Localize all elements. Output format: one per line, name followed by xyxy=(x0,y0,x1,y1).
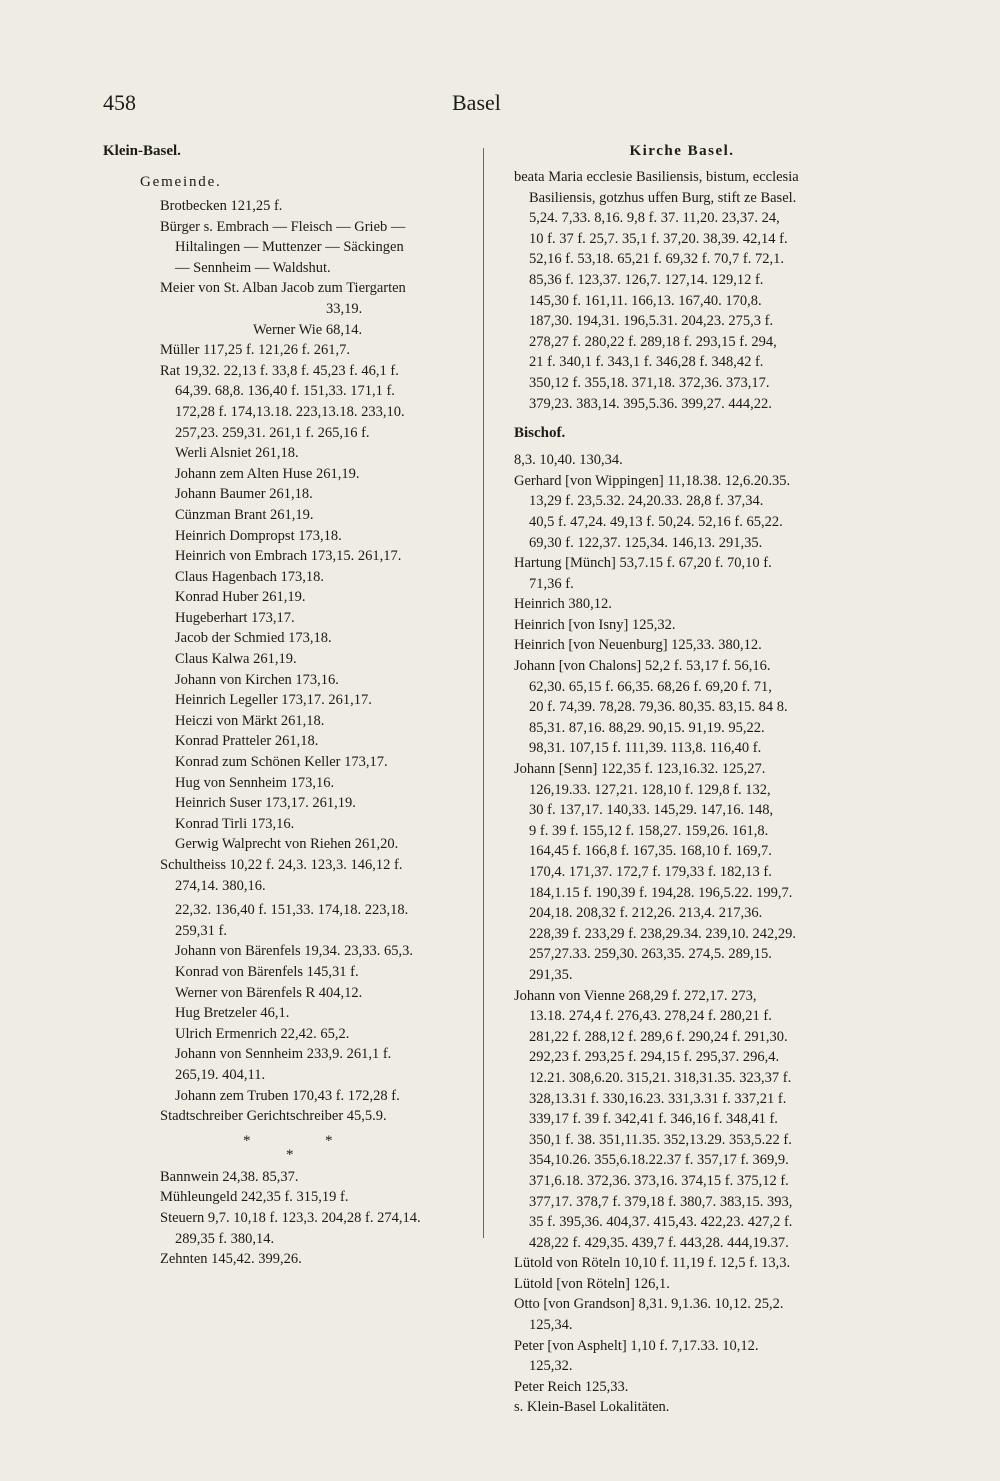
index-line: Heinrich 380,12. xyxy=(514,596,612,613)
index-line: 71,36 f. xyxy=(529,575,574,592)
index-line: Claus Hagenbach 173,18. xyxy=(175,568,324,585)
index-line: 278,27 f. 280,22 f. 289,18 f. 293,15 f. 294, xyxy=(529,333,777,350)
index-line: Lütold [von Röteln] 126,1. xyxy=(514,1275,670,1292)
index-line: 5,24. 7,33. 8,16. 9,8 f. 37. 11,20. 23,37. 24, xyxy=(529,210,780,227)
section-separator-asterisks xyxy=(103,1127,473,1167)
index-line: Jacob der Schmied 173,18. xyxy=(175,630,332,647)
asterisk: * xyxy=(286,1146,294,1163)
index-line: 10 f. 37 f. 25,7. 35,1 f. 37,20. 38,39. 42,14 f. xyxy=(529,230,788,247)
index-line: 85,31. 87,16. 88,29. 90,15. 91,19. 95,22. xyxy=(529,719,765,736)
index-line: Heinrich [von Neuenburg] 125,33. 380,12. xyxy=(514,637,762,654)
index-line: Otto [von Grandson] 8,31. 9,1.36. 10,12. 25,2. xyxy=(514,1296,784,1313)
schultheiss-entries xyxy=(103,900,473,1127)
left-column xyxy=(103,140,473,1270)
index-line: Johann von Bärenfels 19,34. 23,33. 65,3. xyxy=(175,943,414,960)
index-line: Hug von Sennheim 173,16. xyxy=(175,774,335,791)
index-line: Steuern 9,7. 10,18 f. 123,3. 204,28 f. 274,14. xyxy=(160,1209,421,1226)
index-line: Konrad zum Schönen Keller 173,17. xyxy=(175,754,388,771)
index-line: beata Maria ecclesie Basiliensis, bistum, ecclesia xyxy=(514,169,799,185)
index-line: 8,3. 10,40. 130,34. xyxy=(514,452,623,469)
index-line: Werner von Bärenfels R 404,12. xyxy=(175,984,363,1001)
index-line: 22,32. 136,40 f. 151,33. 174,18. 223,18. xyxy=(175,902,409,919)
index-line: Meier von St. Alban Jacob zum Tiergarten xyxy=(160,280,406,297)
index-line: Konrad Pratteler 261,18. xyxy=(175,733,319,750)
section-heading-klein-basel: Klein-Basel. xyxy=(103,143,181,159)
index-line: 52,16 f. 53,18. 65,21 f. 69,32 f. 70,7 f. 72,1. xyxy=(529,251,784,268)
index-line: 125,32. xyxy=(529,1358,573,1375)
index-line: Brotbecken 121,25 f. xyxy=(160,198,283,214)
index-line: 257,23. 259,31. 261,1 f. 265,16 f. xyxy=(175,424,370,441)
index-line: Heinrich Dompropst 173,18. xyxy=(175,527,342,544)
index-line: 125,34. xyxy=(529,1317,573,1334)
index-line: 350,12 f. 355,18. 371,18. 372,36. 373,17. xyxy=(529,374,770,391)
revenue-entries xyxy=(103,1167,473,1270)
index-line: 257,27.33. 259,30. 263,35. 274,5. 289,15. xyxy=(529,946,772,963)
section-heading-kirche-basel: Kirche Basel. xyxy=(629,143,735,159)
index-line: Claus Kalwa 261,19. xyxy=(175,651,297,668)
index-line: Johann von Kirchen 173,16. xyxy=(175,671,339,688)
index-line: 64,39. 68,8. 136,40 f. 151,33. 171,1 f. xyxy=(175,383,395,400)
index-line: Peter [von Asphelt] 1,10 f. 7,17.33. 10,12. xyxy=(514,1337,759,1354)
right-column xyxy=(514,140,850,1418)
bischof-entries xyxy=(514,450,850,1418)
index-line: Peter Reich 125,33. xyxy=(514,1378,629,1395)
index-line: 187,30. 194,31. 196,5.31. 204,23. 275,3 f. xyxy=(529,313,774,330)
index-line: 126,19.33. 127,21. 128,10 f. 129,8 f. 132, xyxy=(529,781,771,798)
index-line: Johann zem Alten Huse 261,19. xyxy=(175,465,360,482)
index-line: Heinrich [von Isny] 125,32. xyxy=(514,616,676,633)
index-line: 228,39 f. 233,29 f. 238,29.34. 239,10. 242,29. xyxy=(529,925,797,942)
index-line: Bannwein 24,38. 85,37. xyxy=(160,1168,299,1185)
page-header xyxy=(0,90,1000,120)
index-line: 350,1 f. 38. 351,11.35. 352,13.29. 353,5.22 f. xyxy=(529,1131,792,1148)
index-line: 339,17 f. 39 f. 342,41 f. 346,16 f. 348,41 f. xyxy=(529,1111,778,1128)
subsection-heading-gemeinde: Gemeinde. xyxy=(140,174,222,190)
index-line: 164,45 f. 166,8 f. 167,35. 168,10 f. 169,7. xyxy=(529,843,772,860)
index-line: 35 f. 395,36. 404,37. 415,43. 422,23. 427,2 f. xyxy=(529,1214,793,1231)
index-line: Johann [Senn] 122,35 f. 123,16.32. 125,27. xyxy=(514,761,766,778)
asterisk: * xyxy=(243,1132,251,1149)
index-line: 265,19. 404,11. xyxy=(175,1066,266,1083)
index-line: Johann Baumer 261,18. xyxy=(175,486,313,503)
index-line: Zehnten 145,42. 399,26. xyxy=(160,1251,302,1268)
index-line: Gerwig Walprecht von Riehen 261,20. xyxy=(175,836,399,853)
asterisk: * xyxy=(325,1132,333,1149)
kirche-entries xyxy=(514,167,850,414)
index-line: 379,23. 383,14. 395,5.36. 399,27. 444,22. xyxy=(529,395,772,412)
index-line: 274,14. 380,16. xyxy=(175,877,266,894)
index-line: 12.21. 308,6.20. 315,21. 318,31.35. 323,37 f. xyxy=(529,1069,792,1086)
index-line: 328,13.31 f. 330,16.23. 331,3.31 f. 337,21 f. xyxy=(529,1090,787,1107)
index-line: Heinrich von Embrach 173,15. 261,17. xyxy=(175,548,402,565)
page-number: 458 xyxy=(103,90,136,115)
index-line: 289,35 f. 380,14. xyxy=(175,1230,275,1247)
index-line: Basiliensis, gotzhus uffen Burg, stift ze Basel. xyxy=(529,189,797,206)
index-line: 40,5 f. 47,24. 49,13 f. 50,24. 52,16 f. 65,22. xyxy=(529,513,783,530)
index-line: Werner Wie 68,14. xyxy=(253,321,363,338)
index-line: Johann von Sennheim 233,9. 261,1 f. xyxy=(175,1046,392,1063)
index-line: 13.18. 274,4 f. 276,43. 278,24 f. 280,21 f. xyxy=(529,1008,772,1025)
index-line: 184,1.15 f. 190,39 f. 194,28. 196,5.22. 199,7. xyxy=(529,884,793,901)
index-line: Heiczi von Märkt 261,18. xyxy=(175,712,325,729)
index-line: 377,17. 378,7 f. 379,18 f. 380,7. 383,15. 393, xyxy=(529,1193,793,1210)
index-line: Gerhard [von Wippingen] 11,18.38. 12,6.20.35. xyxy=(514,472,791,489)
index-line: Hugeberhart 173,17. xyxy=(175,609,295,626)
index-line: Johann zem Truben 170,43 f. 172,28 f. xyxy=(175,1087,400,1104)
index-line: Mühleungeld 242,35 f. 315,19 f. xyxy=(160,1189,349,1206)
gemeinde-entries xyxy=(103,196,473,896)
column-divider xyxy=(483,148,484,1238)
index-line: Johann [von Chalons] 52,2 f. 53,17 f. 56,16. xyxy=(514,658,771,675)
index-line: 428,22 f. 429,35. 439,7 f. 443,28. 444,19.37. xyxy=(529,1234,789,1251)
index-line: 69,30 f. 122,37. 125,34. 146,13. 291,35. xyxy=(529,534,763,551)
section-heading-bischof: Bischof. xyxy=(514,425,566,442)
index-line: Cünzman Brant 261,19. xyxy=(175,506,314,523)
index-line: Rat 19,32. 22,13 f. 33,8 f. 45,23 f. 46,1 f. xyxy=(160,362,399,379)
index-line: 13,29 f. 23,5.32. 24,20.33. 28,8 f. 37,34. xyxy=(529,493,764,510)
index-line: 354,10.26. 355,6.18.22.37 f. 357,17 f. 369,9. xyxy=(529,1152,789,1169)
index-line: 30 f. 137,17. 140,33. 145,29. 147,16. 148, xyxy=(529,802,774,819)
index-line: 85,36 f. 123,37. 126,7. 127,14. 129,12 f. xyxy=(529,271,764,288)
index-line: Werli Alsniet 261,18. xyxy=(175,445,299,462)
index-line: Müller 117,25 f. 121,26 f. 261,7. xyxy=(160,342,350,359)
index-line: Heinrich Legeller 173,17. 261,17. xyxy=(175,692,372,709)
index-line: Konrad Tirli 173,16. xyxy=(175,815,295,832)
index-line: Heinrich Suser 173,17. 261,19. xyxy=(175,795,356,812)
index-line: 204,18. 208,32 f. 212,26. 213,4. 217,36. xyxy=(529,905,763,922)
running-title: Basel xyxy=(452,90,501,115)
index-line: Bürger s. Embrach — Fleisch — Grieb — xyxy=(160,218,406,235)
index-line: 292,23 f. 293,25 f. 294,15 f. 295,37. 296,4. xyxy=(529,1049,780,1066)
index-line: 33,19. xyxy=(326,300,363,317)
index-line: — Sennheim — Waldshut. xyxy=(175,259,331,276)
index-line: 259,31 f. xyxy=(175,922,227,939)
index-line: Konrad Huber 261,19. xyxy=(175,589,306,606)
index-line: 98,31. 107,15 f. 111,39. 113,8. 116,40 f. xyxy=(529,740,762,757)
index-line: Stadtschreiber Gerichtschreiber 45,5.9. xyxy=(160,1108,387,1125)
index-line: Hiltalingen — Muttenzer — Säckingen xyxy=(175,239,404,256)
index-line: Hug Bretzeler 46,1. xyxy=(175,1005,290,1022)
index-line: 145,30 f. 161,11. 166,13. 167,40. 170,8. xyxy=(529,292,762,309)
index-line: Lütold von Röteln 10,10 f. 11,19 f. 12,5 f. 13,3. xyxy=(514,1255,791,1272)
index-line: Hartung [Münch] 53,7.15 f. 67,20 f. 70,10 f. xyxy=(514,555,772,572)
index-line: 371,6.18. 372,36. 373,16. 374,15 f. 375,12 f. xyxy=(529,1172,789,1189)
index-line: Johann von Vienne 268,29 f. 272,17. 273, xyxy=(514,987,757,1004)
index-line: 291,35. xyxy=(529,966,573,983)
index-line: 170,4. 171,37. 172,7 f. 179,33 f. 182,13 f. xyxy=(529,864,772,880)
index-line: 62,30. 65,15 f. 66,35. 68,26 f. 69,20 f. 71, xyxy=(529,678,772,695)
index-line: 281,22 f. 288,12 f. 289,6 f. 290,24 f. 291,30. xyxy=(529,1028,788,1045)
index-line: 20 f. 74,39. 78,28. 79,36. 80,35. 83,15. 84 8. xyxy=(529,699,788,716)
index-line: 21 f. 340,1 f. 343,1 f. 346,28 f. 348,42 f. xyxy=(529,354,764,371)
index-line: 172,28 f. 174,13.18. 223,13.18. 233,10. xyxy=(175,403,405,420)
index-line: s. Klein-Basel Lokalitäten. xyxy=(514,1399,670,1416)
index-line: 9 f. 39 f. 155,12 f. 158,27. 159,26. 161,8. xyxy=(529,822,769,839)
index-line: Schultheiss 10,22 f. 24,3. 123,3. 146,12 f. xyxy=(160,857,403,873)
index-line: Ulrich Ermenrich 22,42. 65,2. xyxy=(175,1025,350,1042)
index-line: Konrad von Bärenfels 145,31 f. xyxy=(175,963,359,980)
